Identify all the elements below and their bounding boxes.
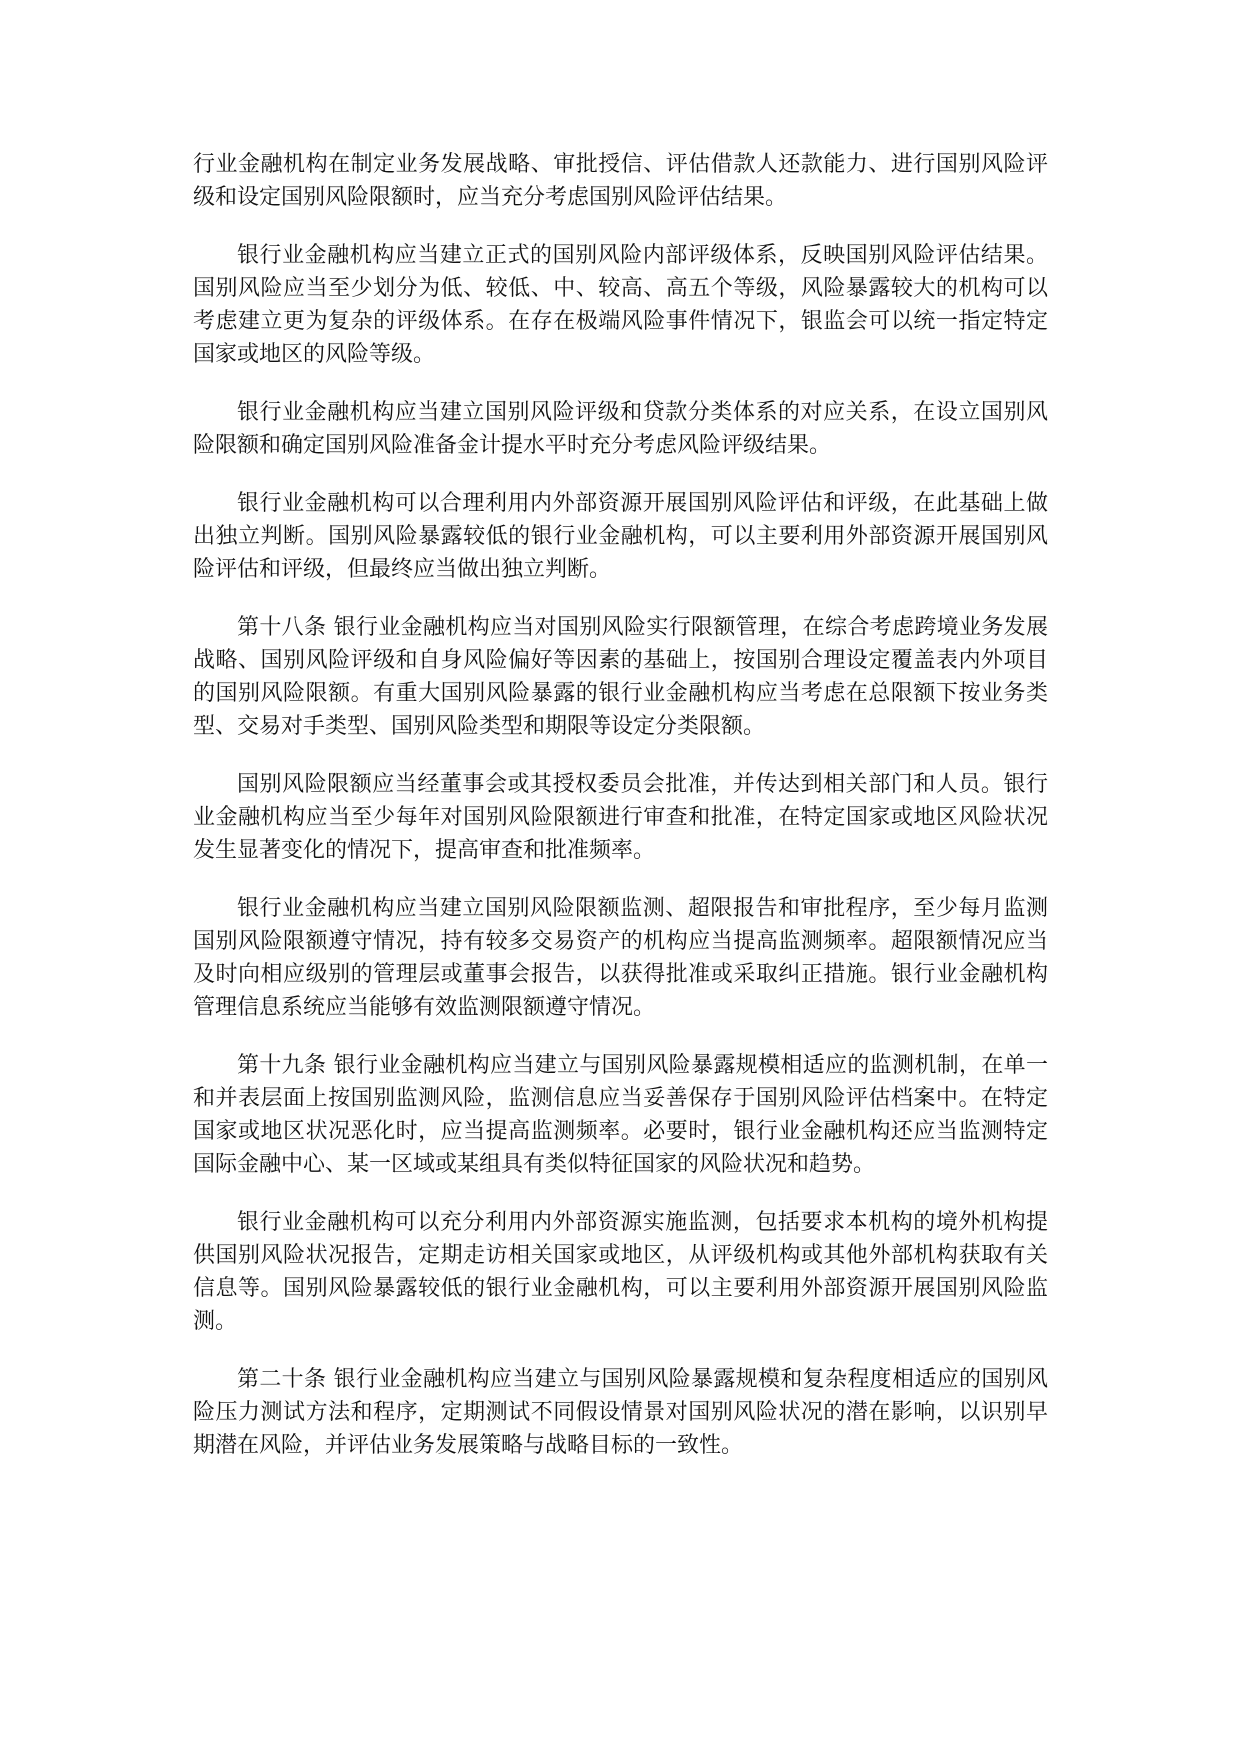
body-text: [193, 148, 1048, 1487]
paragraph-monitoring-resources: 银行业金融机构可以充分利用内外部资源实施监测，包括要求本机构的境外机构提供国别风险状况报告，定期走访相关国家或地区，从评级机构或其他外部机构获取有关信息等。国别风险暴露较低的银行业金融机构，可以主要利用外部资源开展国别风险监测。: [193, 1210, 1048, 1334]
paragraph-internal-rating-system: 银行业金融机构应当建立正式的国别风险内部评级体系，反映国别风险评估结果。国别风险应当至少划分为低、较低、中、较高、高五个等级，风险暴露较大的机构可以考虑建立更为复杂的评级体系。在存在极端风险事件情况下，银监会可以统一指定特定国家或地区的风险等级。: [193, 243, 1048, 367]
article-19: 第十九条 银行业金融机构应当建立与国别风险暴露规模相适应的监测机制，在单一和并表层面上按国别监测风险，监测信息应当妥善保存于国别风险评估档案中。在特定国家或地区状况恶化时，应当提高监测频率。必要时，银行业金融机构还应当监测特定国际金融中心、某一区域或某组具有类似特征国家的风险状况和趋势。: [193, 1053, 1048, 1177]
article-20: 第二十条 银行业金融机构应当建立与国别风险暴露规模和复杂程度相适应的国别风险压力测试方法和程序，定期测试不同假设情景对国别风险状况的潜在影响，以识别早期潜在风险，并评估业务发展策略与战略目标的一致性。: [193, 1367, 1048, 1458]
paragraph-rating-loan-classification: 银行业金融机构应当建立国别风险评级和贷款分类体系的对应关系，在设立国别风险限额和确定国别风险准备金计提水平时充分考虑风险评级结果。: [193, 400, 1048, 458]
paragraph-limit-monitoring: 银行业金融机构应当建立国别风险限额监测、超限报告和审批程序，至少每月监测国别风险限额遵守情况，持有较多交易资产的机构应当提高监测频率。超限额情况应当及时向相应级别的管理层或董事会报告，以获得批准或采取纠正措施。银行业金融机构管理信息系统应当能够有效监测限额遵守情况。: [193, 896, 1048, 1020]
paragraph-limit-approval: 国别风险限额应当经董事会或其授权委员会批准，并传达到相关部门和人员。银行业金融机构应当至少每年对国别风险限额进行审查和批准，在特定国家或地区风险状况发生显著变化的情况下，提高审查和批准频率。: [193, 772, 1048, 863]
paragraph-resources-assessment: 银行业金融机构可以合理利用内外部资源开展国别风险评估和评级，在此基础上做出独立判断。国别风险暴露较低的银行业金融机构，可以主要利用外部资源开展国别风险评估和评级，但最终应当做出独立判断。: [193, 491, 1048, 582]
paragraph-continuation: 行业金融机构在制定业务发展战略、审批授信、评估借款人还款能力、进行国别风险评级和设定国别风险限额时，应当充分考虑国别风险评估结果。: [193, 152, 1048, 210]
article-18: 第十八条 银行业金融机构应当对国别风险实行限额管理，在综合考虑跨境业务发展战略、国别风险评级和自身风险偏好等因素的基础上，按国别合理设定覆盖表内外项目的国别风险限额。有重大国别风险暴露的银行业金融机构应当考虑在总限额下按业务类型、交易对手类型、国别风险类型和期限等设定分类限额。: [193, 615, 1048, 739]
